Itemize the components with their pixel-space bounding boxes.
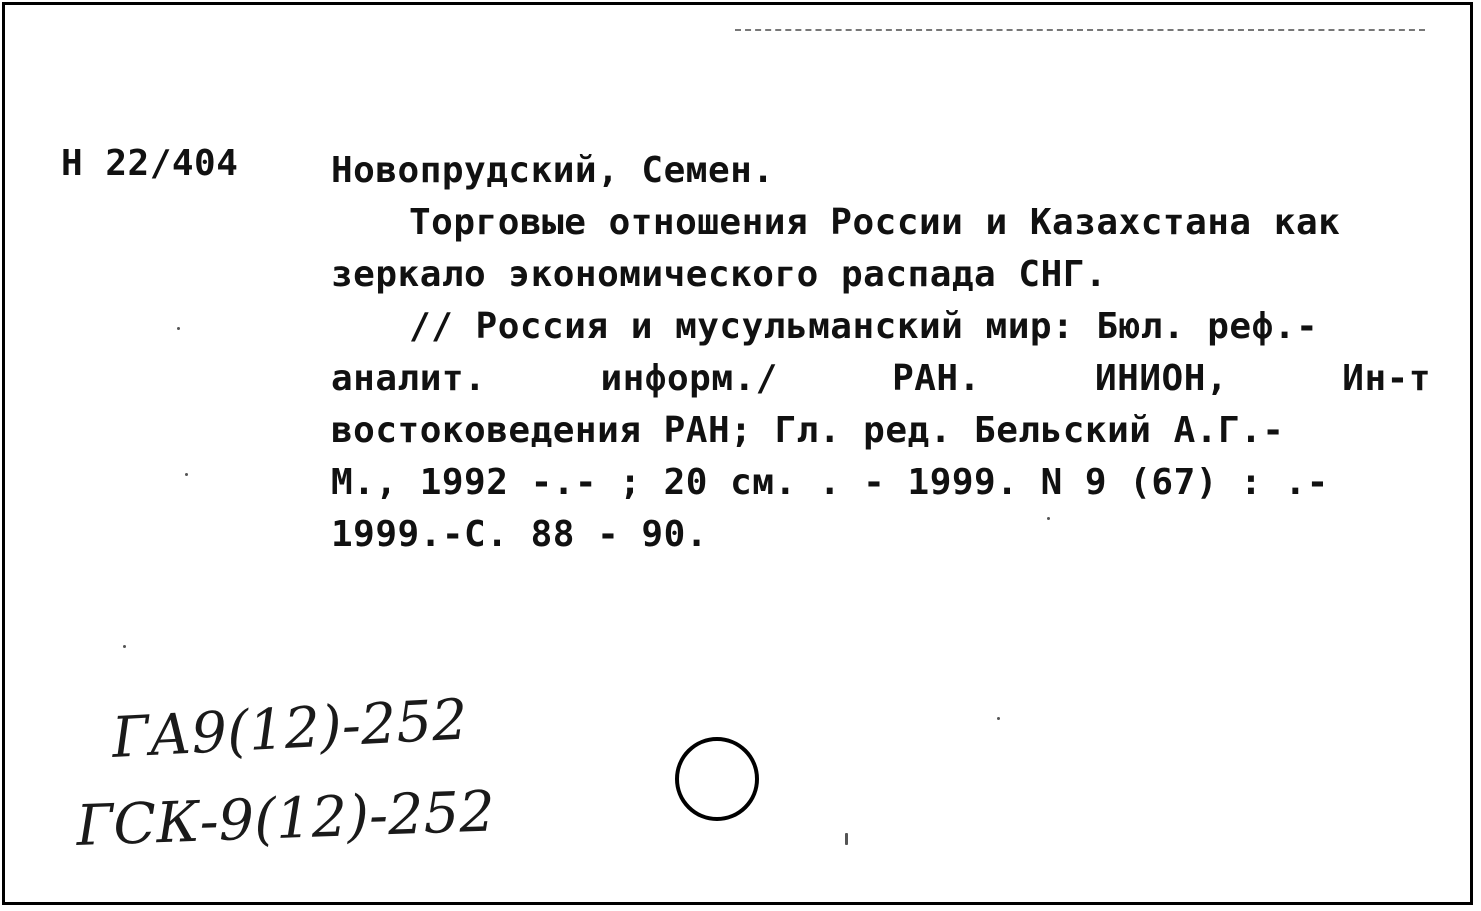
title-line-2: зеркало экономического распада СНГ. — [331, 254, 1108, 295]
source-line-5: 1999.-С. 88 - 90. — [331, 514, 708, 555]
source-line-2: аналит. информ./ РАН. ИНИОН, Ин-т — [331, 358, 1431, 399]
scan-speck — [185, 473, 188, 476]
bibliographic-entry — [331, 145, 1441, 561]
scan-speck — [997, 717, 1000, 720]
top-rule — [735, 29, 1425, 31]
circle-mark-icon — [677, 739, 757, 819]
handwritten-shelfmark — [65, 675, 785, 875]
source-line-4: М., 1992 -.- ; 20 см. . - 1999. N 9 (67) : .- — [331, 462, 1329, 503]
title-line-1: Торговые отношения России и Казахстана как — [409, 202, 1341, 243]
author-line: Новопрудский, Семен. — [331, 150, 775, 191]
scan-speck — [177, 327, 180, 330]
scan-speck — [845, 833, 848, 845]
handwritten-line-2: ГСК-9(12)-252 — [75, 779, 496, 859]
scan-speck — [1047, 517, 1050, 520]
catalog-card — [2, 2, 1473, 905]
scan-speck — [123, 645, 126, 648]
source-line-3: востоковедения РАН; Гл. ред. Бельский А.Г.- — [331, 410, 1285, 451]
call-number: Н 22/404 — [61, 143, 239, 184]
handwritten-line-1: ГА9(12)-252 — [110, 687, 470, 771]
source-line-1: // Россия и мусульманский мир: Бюл. реф.- — [409, 306, 1319, 347]
